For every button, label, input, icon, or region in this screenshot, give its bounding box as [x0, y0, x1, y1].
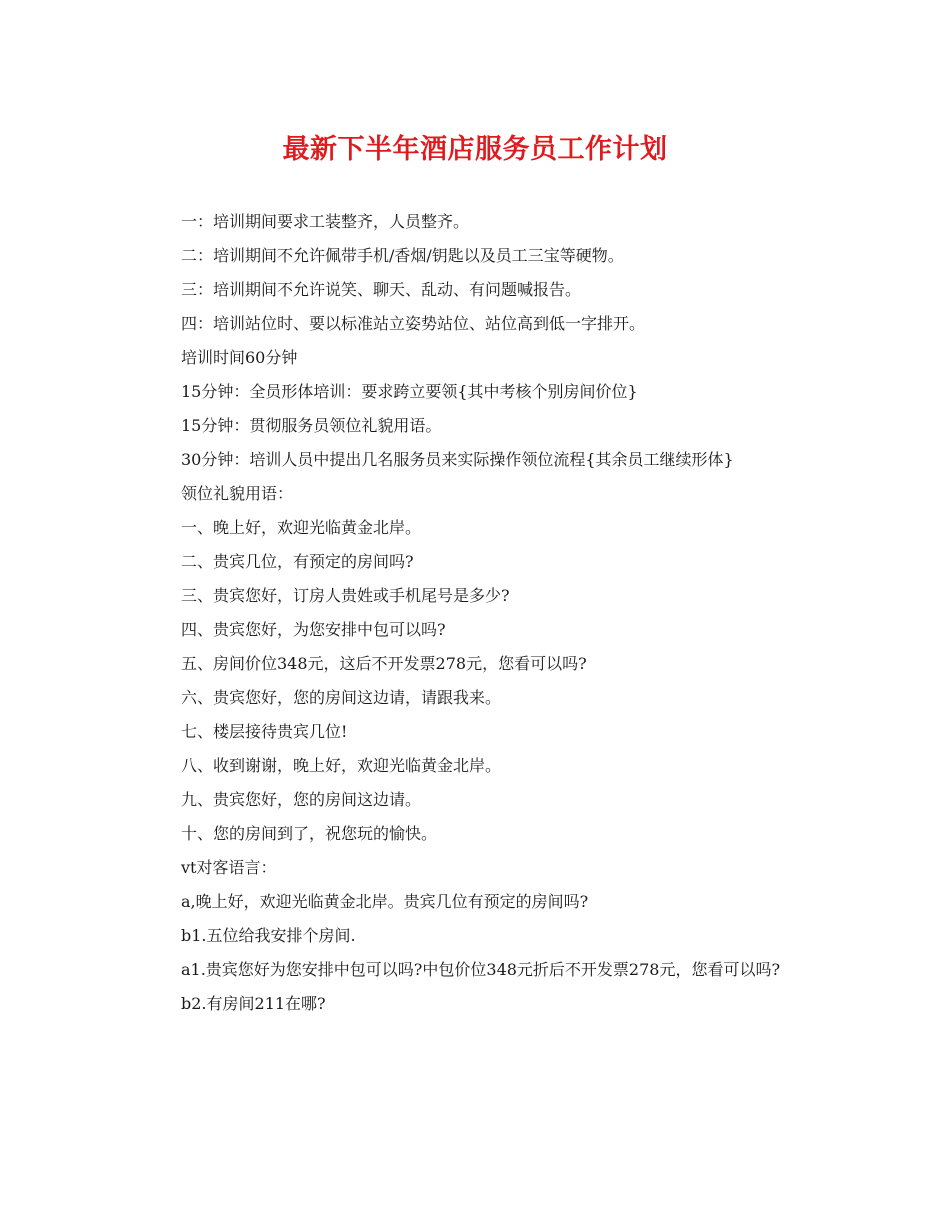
paragraph: 二：培训期间不允许佩带手机/香烟/钥匙以及员工三宝等硬物。: [181, 246, 624, 265]
paragraph: 七、楼层接待贵宾几位!: [181, 722, 348, 741]
paragraph: 九、贵宾您好，您的房间这边请。: [181, 790, 422, 809]
paragraph: 三：培训期间不允许说笑、聊天、乱动、有问题喊报告。: [181, 280, 582, 299]
paragraph: b1.五位给我安排个房间.: [181, 926, 356, 945]
document-title: 最新下半年酒店服务员工作计划: [282, 134, 668, 165]
paragraph: vt对客语言：: [181, 858, 277, 877]
paragraph: b2.有房间211在哪?: [181, 994, 326, 1013]
paragraph: 十、您的房间到了，祝您玩的愉快。: [181, 824, 438, 843]
paragraph: 培训时间60分钟: [181, 348, 298, 367]
paragraph: 六、贵宾您好，您的房间这边请，请跟我来。: [181, 688, 502, 707]
paragraph: 一：培训期间要求工装整齐，人员整齐。: [181, 212, 470, 231]
paragraph: 八、收到谢谢，晚上好，欢迎光临黄金北岸。: [181, 756, 502, 775]
document-body: [145, 205, 805, 1021]
paragraph: 15分钟：全员形体培训：要求跨立要领{其中考核个别房间价位}: [181, 382, 638, 401]
paragraph: a,晚上好，欢迎光临黄金北岸。贵宾几位有预定的房间吗?: [181, 892, 589, 911]
paragraph: 三、贵宾您好，订房人贵姓或手机尾号是多少?: [181, 586, 510, 605]
paragraph: 四、贵宾您好，为您安排中包可以吗?: [181, 620, 446, 639]
paragraph: 二、贵宾几位，有预定的房间吗?: [181, 552, 414, 571]
paragraph: 五、房间价位348元，这后不开发票278元，您看可以吗?: [181, 654, 587, 673]
paragraph: 30分钟：培训人员中提出几名服务员来实际操作领位流程{其余员工继续形体}: [181, 450, 734, 469]
paragraph: 领位礼貌用语：: [181, 484, 294, 503]
paragraph: 四：培训站位时、要以标准站立姿势站位、站位高到低一字排开。: [181, 314, 646, 333]
paragraph: 一、晚上好，欢迎光临黄金北岸。: [181, 518, 422, 537]
paragraph: 15分钟：贯彻服务员领位礼貌用语。: [181, 416, 442, 435]
paragraph: a1.贵宾您好为您安排中包可以吗?中包价位348元折后不开发票278元，您看可以吗?: [181, 960, 781, 979]
